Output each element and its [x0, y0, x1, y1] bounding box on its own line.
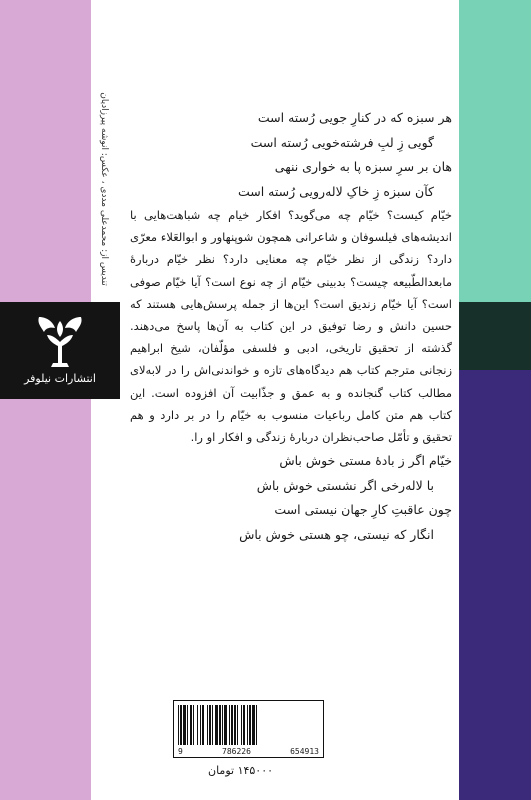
verse-line: انگار که نیستی، چو هستی خوش باش: [239, 526, 434, 542]
verse-line: گویی زِ لبِ فرشته‌خویی رُسته است: [250, 134, 434, 150]
verse-line: خیّام اگر ز بادهٔ مستی خوش باش: [279, 453, 452, 469]
right-bottom-color-strip: [459, 370, 531, 800]
price-label: ۱۴۵۰۰۰ تومان: [208, 764, 274, 777]
isbn-right-group: 654913: [290, 747, 319, 756]
barcode-stripe: [257, 705, 259, 745]
verse-line: کآن سبزه زِ خاکِ لاله‌رویی رُسته است: [237, 183, 434, 199]
right-middle-color-strip: [459, 302, 531, 370]
isbn-barcode: [173, 700, 324, 758]
lotus-logo-icon: [33, 313, 87, 369]
isbn-digits: [178, 747, 319, 756]
verse-line: هان بر سرِ سبزه پا به خواری ننهی: [274, 159, 452, 174]
publisher-logo-block: [0, 302, 120, 399]
cover-credit-text: تندیس از: محمدعلی مددی ، عکس: انوشه پیرزادیان: [99, 92, 109, 286]
isbn-prefix: 9: [178, 747, 183, 756]
right-top-color-strip: [459, 0, 531, 302]
verse-line: با لاله‌رخی اگر نشستی خوش باش: [256, 477, 434, 493]
verse-line: چون عاقبتِ کارِ جهان نیستی است: [274, 502, 452, 518]
back-cover-text: [130, 106, 452, 547]
blurb-paragraph: خیّام کیست؟ خیّام چه می‌گوید؟ افکار خیام چه شباهت‌هایی با اندیشه‌های فیلسوفان و شاعرانی همچون شوپنهاور و ابوالعَلاء معرّی دارد؟ زندگی از نظر خیّام چه معنایی دارد؟ نظر خیّام دربارهٔ مابعدالطّبیعه چیست؟ بدبینی خیّام از چه نوع است؟ آیا خیّام صوفی است؟ آیا خیّام زندیق است؟ این‌ها از جمله پرسش‌هایی هستند که حسین دانش و رضا توفیق در این کتاب به آن‌ها پاسخ می‌دهند. گذشته از تحقیق تاریخی، ادبی و فلسفی مؤلّفان، شیخ ابراهیم زنجانی مترجم کتاب هم دیدگاه‌های تازه و خواندنی‌اش را در لابه‌لای مطالب کتاب گنجانده و به عمق و جذّابیت آن افزوده است. این کتاب هم متن کامل رباعیات منسوب به خیّام را در بر دارد و هم تحقیق و تأمّل صاحب‌نظران دربارهٔ زندگی و افکار او را.: [130, 208, 452, 445]
isbn-left-group: 786226: [222, 747, 251, 756]
left-color-strip: [0, 0, 91, 800]
publisher-name: انتشارات نیلوفر: [24, 372, 96, 385]
opening-quatrain: [130, 106, 452, 204]
cover-credit: [96, 94, 112, 284]
verse-line: هر سبزه که در کنارِ جویی رُسته است: [257, 110, 452, 125]
barcode-bars: [178, 705, 319, 745]
closing-quatrain: [130, 449, 452, 547]
